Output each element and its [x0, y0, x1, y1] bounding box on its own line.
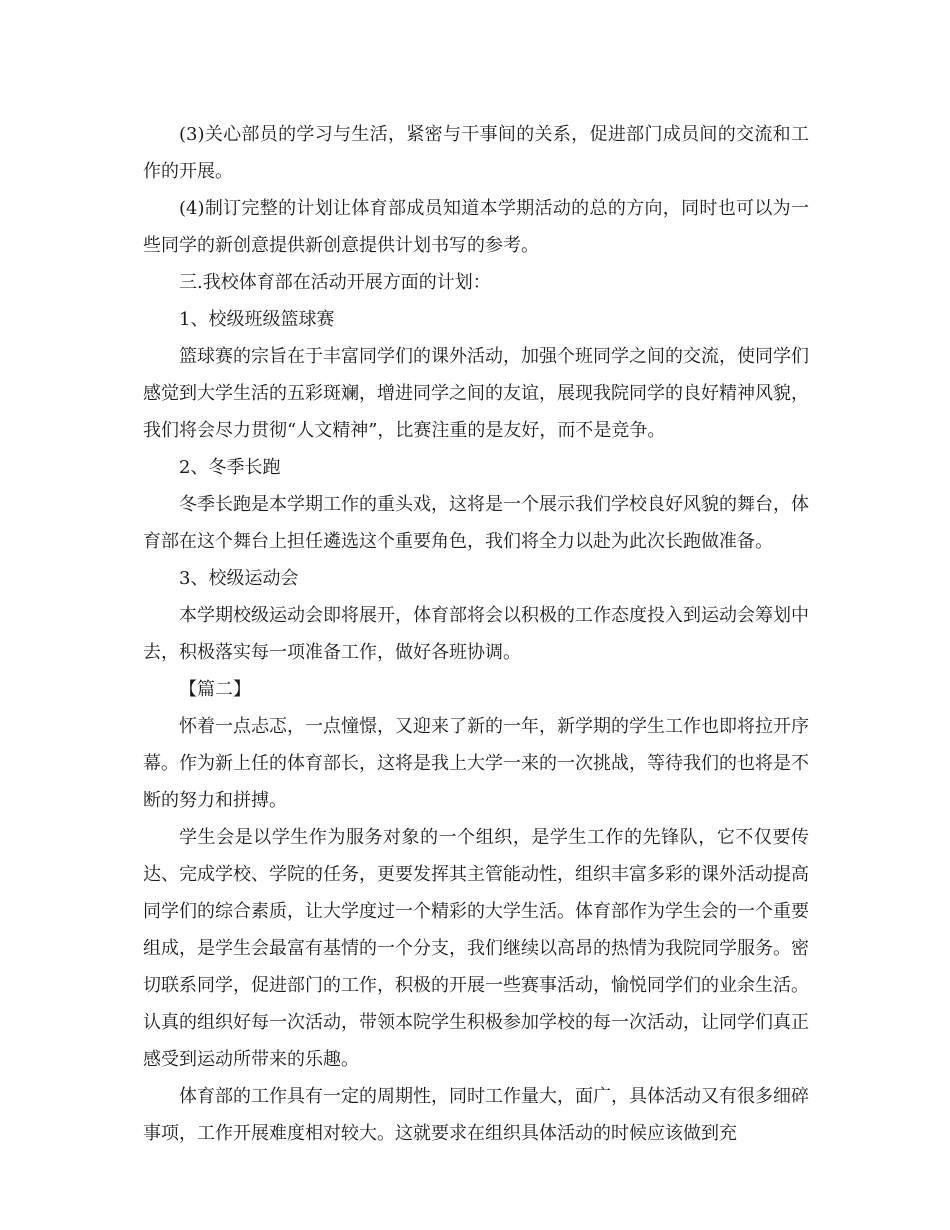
section-heading-3: 三.我校体育部在活动开展方面的计划： [179, 272, 491, 293]
subheading-basketball: 1、校级班级篮球赛 [179, 309, 335, 330]
paragraph-basketball: 篮球赛的宗旨在于丰富同学们的课外活动，加强个班同学之间的交流，使同学们感觉到大学生活的五彩斑斓，增进同学之间的友谊，展现我院同学的良好精神风貌，我们将会尽力贯彻“人文精神”，比赛注重的是友好，而不是竞争。 [143, 346, 809, 441]
document-body [143, 116, 809, 1152]
subheading-winter-run: 2、冬季长跑 [179, 457, 281, 478]
paragraph-item-4: (4)制订完整的计划让体育部成员知道本学期活动的总的方向，同时也可以为一些同学的新创意提供新创意提供计划书写的参考。 [143, 198, 809, 256]
paragraph-sports-meet: 本学期校级运动会即将展开，体育部将会以积极的工作态度投入到运动会筹划中去，积极落实每一项准备工作，做好各班协调。 [143, 605, 809, 663]
section-marker-part-two: 【篇二】 [179, 679, 251, 700]
paragraph-intro: 怀着一点忐忑，一点憧憬，又迎来了新的一年，新学期的学生工作也即将拉开序幕。作为新上任的体育部长，这将是我上大学一来的一次挑战，等待我们的也将是不断的努力和拼搏。 [143, 716, 809, 811]
subheading-sports-meet: 3、校级运动会 [179, 568, 299, 589]
paragraph-winter-run: 冬季长跑是本学期工作的重头戏，这将是一个展示我们学校良好风貌的舞台，体育部在这个舞台上担任遴选这个重要角色，我们将全力以赴为此次长跑做准备。 [143, 494, 809, 552]
paragraph-student-union: 学生会是以学生作为服务对象的一个组织，是学生工作的先锋队，它不仅要传达、完成学校、学院的任务，更要发挥其主管能动性，组织丰富多彩的课外活动提高同学们的综合素质，让大学度过一个精彩的大学生活。体育部作为学生会的一个重要组成，是学生会最富有基情的一个分支，我们继续以高昂的热情为我院同学服务。密切联系同学，促进部门的工作，积极的开展一些赛事活动，愉悦同学们的业余生活。认真的组织好每一次活动，带领本院学生积极参加学校的每一次活动，让同学们真正感受到运动所带来的乐趣。 [143, 827, 809, 1070]
paragraph-item-3: (3)关心部员的学习与生活，紧密与干事间的关系，促进部门成员间的交流和工作的开展。 [143, 124, 809, 182]
paragraph-sports-dept-work: 体育部的工作具有一定的周期性，同时工作量大，面广，具体活动又有很多细碎事项，工作开展难度相对较大。这就要求在组织具体活动的时候应该做到充 [143, 1086, 809, 1144]
